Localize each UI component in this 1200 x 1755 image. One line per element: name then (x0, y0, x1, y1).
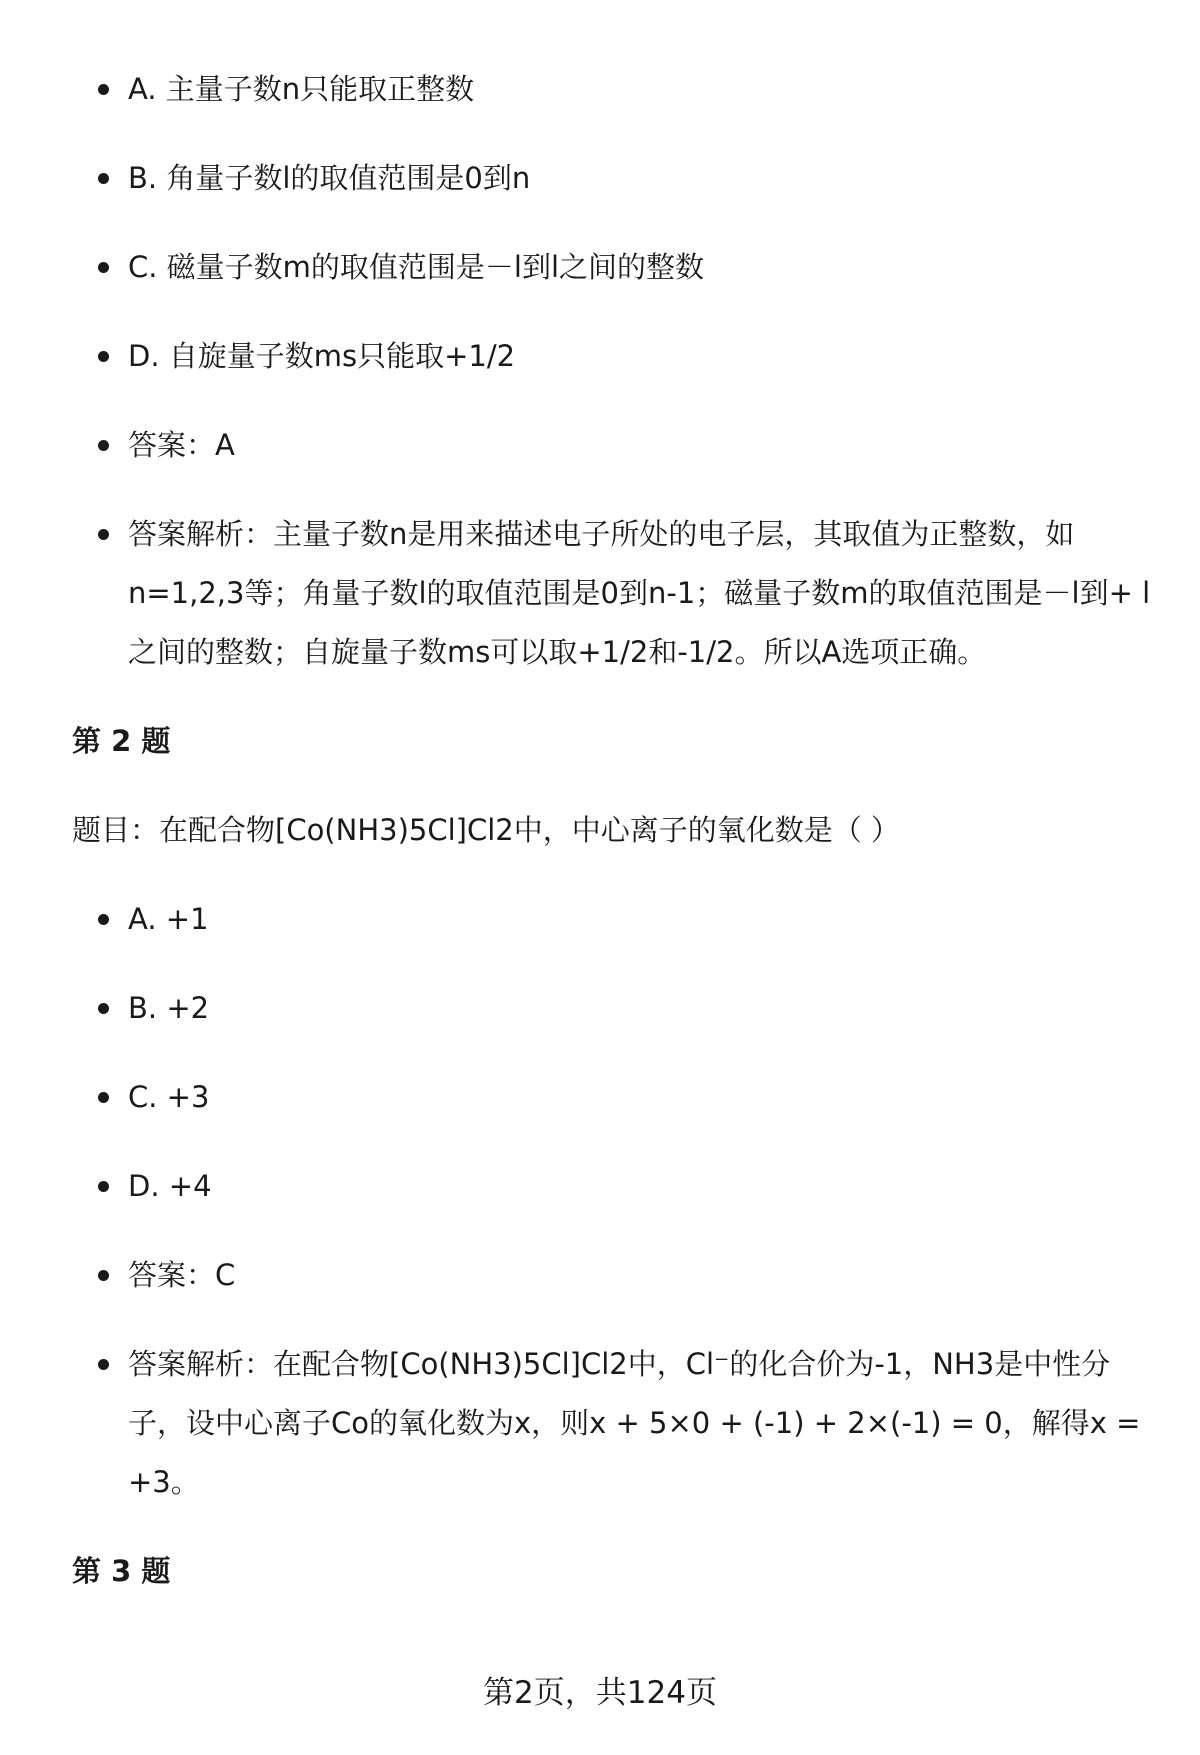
q2-analysis: 答案解析：在配合物[Co(NH3)5Cl]Cl2中，Cl⁻的化合价为-1，NH3是中性分子，设中心离子Co的氧化数为x，则x + 5×0 + (-1) + 2×(-1) = 0，解得x = +3。 (72, 1335, 1152, 1512)
page-footer: 第2页，共124页 (483, 1675, 717, 1711)
q3-heading: 第 3 题 (72, 1554, 171, 1588)
q1-option-a: A. 主量子数n只能取正整数 (72, 60, 1152, 119)
q1-option-list (72, 60, 1152, 682)
q2-option-list (72, 890, 1152, 1512)
q2-question: 题目：在配合物[Co(NH3)5Cl]Cl2中，中心离子的氧化数是（ ） (72, 813, 900, 847)
q2-heading: 第 2 题 (72, 724, 171, 758)
q1-option-c: C. 磁量子数m的取值范围是－l到l之间的整数 (72, 238, 1152, 297)
q1-option-b: B. 角量子数l的取值范围是0到n (72, 149, 1152, 208)
q2-answer: 答案：C (72, 1246, 1152, 1305)
q2-option-b: B. +2 (72, 979, 1152, 1038)
q2-option-a: A. +1 (72, 890, 1152, 949)
q1-option-d: D. 自旋量子数ms只能取+1/2 (72, 327, 1152, 386)
q2-option-d: D. +4 (72, 1157, 1152, 1216)
q1-answer: 答案：A (72, 416, 1152, 475)
q1-analysis: 答案解析：主量子数n是用来描述电子所处的电子层，其取值为正整数，如n=1,2,3等；角量子数l的取值范围是0到n-1；磁量子数m的取值范围是－l到+ l之间的整数；自旋量子数ms可以取+1/2和-1/2。所以A选项正确。 (72, 505, 1152, 682)
q2-option-c: C. +3 (72, 1068, 1152, 1127)
document-content (72, 60, 1152, 1631)
